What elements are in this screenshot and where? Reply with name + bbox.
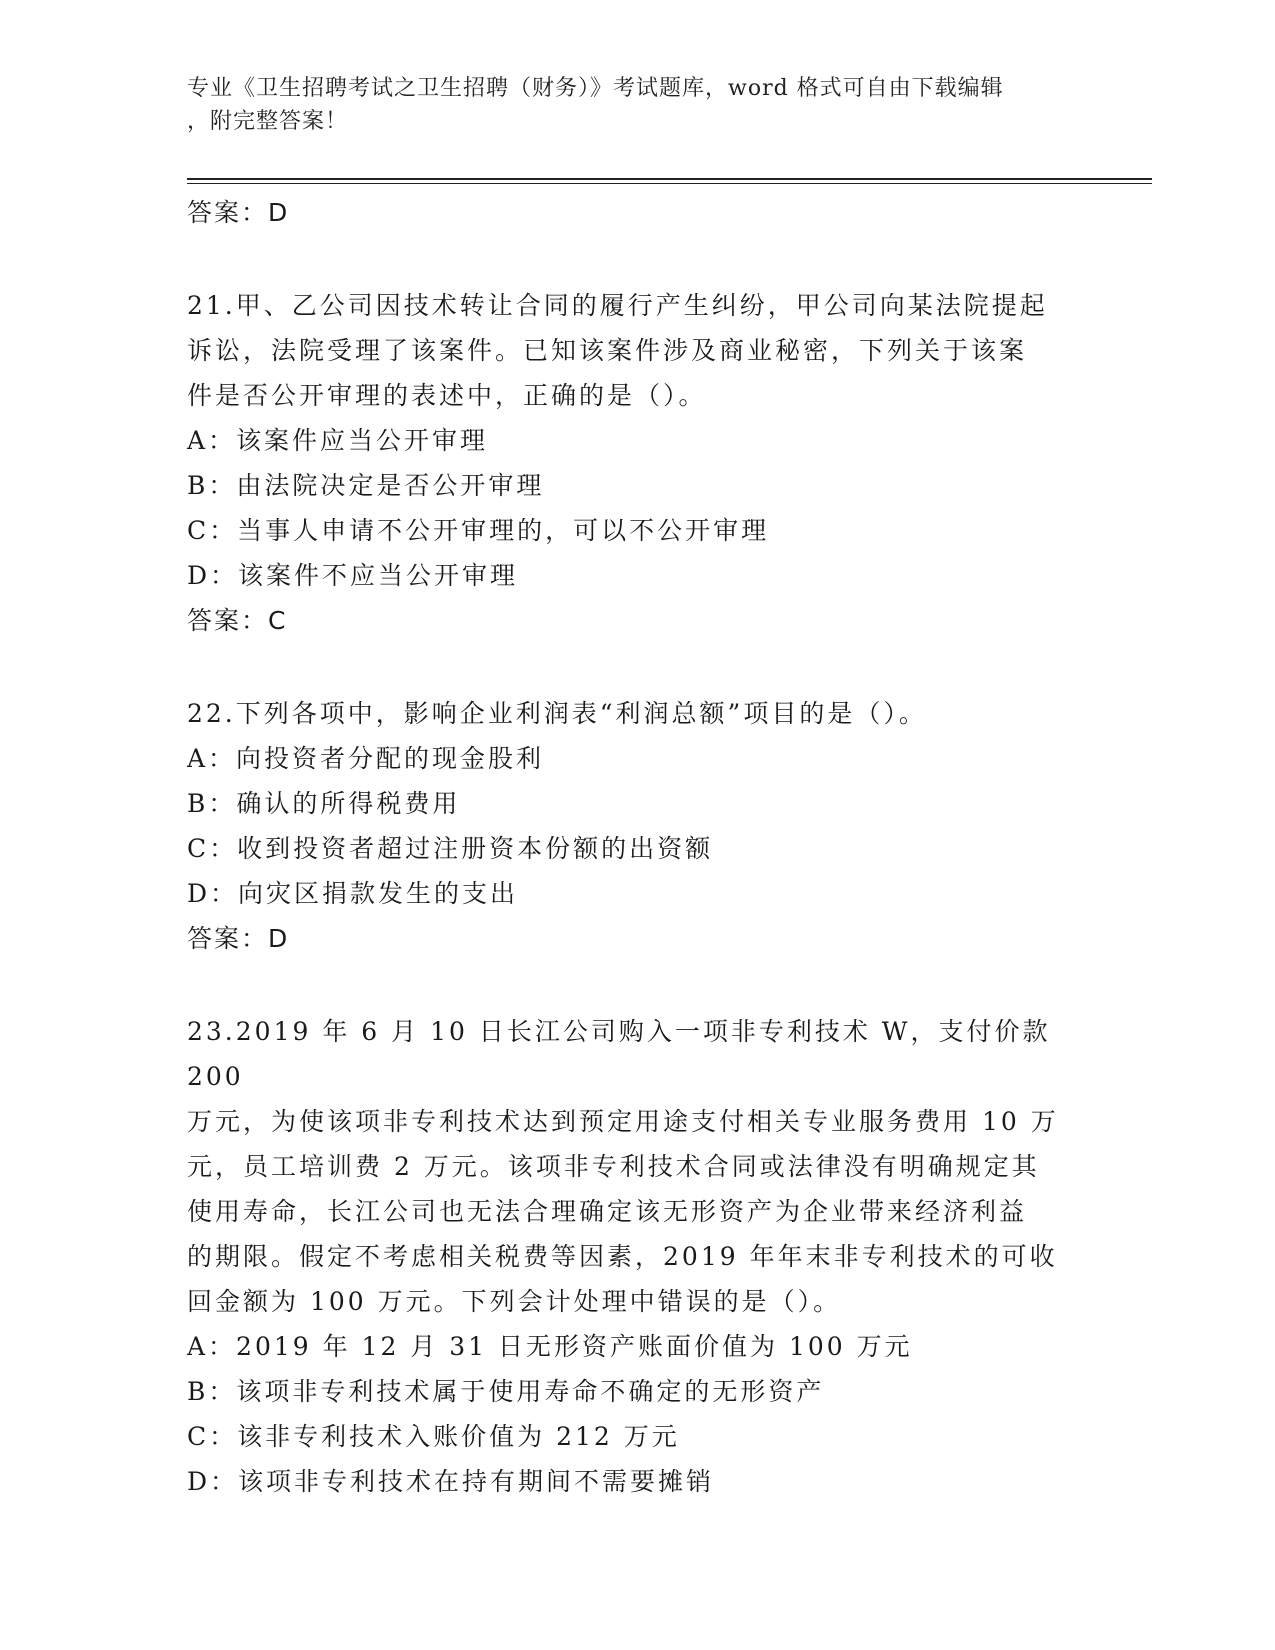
question-stem-line: 23.2019 年 6 月 10 日长江公司购入一项非专利技术 W，支付价款 200 <box>187 1017 1051 1091</box>
question-stem-line: 22.下列各项中，影响企业利润表“利润总额”项目的是（）。 <box>187 699 927 728</box>
answer-line: 答案：D <box>187 924 290 953</box>
option-d: D：该项非专利技术在持有期间不需要摊销 <box>187 1467 715 1496</box>
option-d: D：该案件不应当公开审理 <box>187 561 519 590</box>
option-c: C：当事人申请不公开审理的，可以不公开审理 <box>187 516 770 545</box>
option-a: A：2019 年 12 月 31 日无形资产账面价值为 100 万元 <box>187 1332 913 1361</box>
question-22 <box>187 691 1077 961</box>
question-stem-line: 万元，为使该项非专利技术达到预定用途支付相关专业服务费用 10 万 <box>187 1107 1059 1136</box>
header-divider <box>187 178 1152 180</box>
header-line-1: 专业《卫生招聘考试之卫生招聘（财务）》考试题库，word 格式可自由下载编辑 <box>187 76 1004 101</box>
document-body <box>187 190 1077 1504</box>
question-stem-line: 的期限。假定不考虑相关税费等因素，2019 年年末非专利技术的可收 <box>187 1242 1058 1271</box>
question-stem-line: 诉讼，法院受理了该案件。已知该案件涉及商业秘密，下列关于该案 <box>187 336 1028 365</box>
question-21 <box>187 283 1077 643</box>
option-b: B：该项非专利技术属于使用寿命不确定的无形资产 <box>187 1377 825 1406</box>
option-c: C：该非专利技术入账价值为 212 万元 <box>187 1422 680 1451</box>
question-23 <box>187 1009 1077 1504</box>
question-stem-line: 使用寿命，长江公司也无法合理确定该无形资产为企业带来经济利益 <box>187 1197 1028 1226</box>
option-d: D：向灾区捐款发生的支出 <box>187 879 519 908</box>
option-a: A：向投资者分配的现金股利 <box>187 744 545 773</box>
option-c: C：收到投资者超过注册资本份额的出资额 <box>187 834 714 863</box>
answer-line: 答案：D <box>187 198 290 227</box>
option-b: B：由法院决定是否公开审理 <box>187 471 545 500</box>
answer-line: 答案：C <box>187 606 288 635</box>
question-stem-line: 件是否公开审理的表述中，正确的是（）。 <box>187 381 707 410</box>
question-stem-line: 元，员工培训费 2 万元。该项非专利技术合同或法律没有明确规定其 <box>187 1152 1040 1181</box>
header-divider-thin <box>187 183 1152 184</box>
question-stem-line: 回金额为 100 万元。下列会计处理中错误的是（）。 <box>187 1287 842 1316</box>
option-a: A：该案件应当公开审理 <box>187 426 489 455</box>
header-line-2: ，附完整答案！ <box>187 109 349 134</box>
page-header <box>187 72 1077 138</box>
option-b: B：确认的所得税费用 <box>187 789 461 818</box>
question-stem-line: 21.甲、乙公司因技术转让合同的履行产生纠纷，甲公司向某法院提起 <box>187 291 1048 320</box>
